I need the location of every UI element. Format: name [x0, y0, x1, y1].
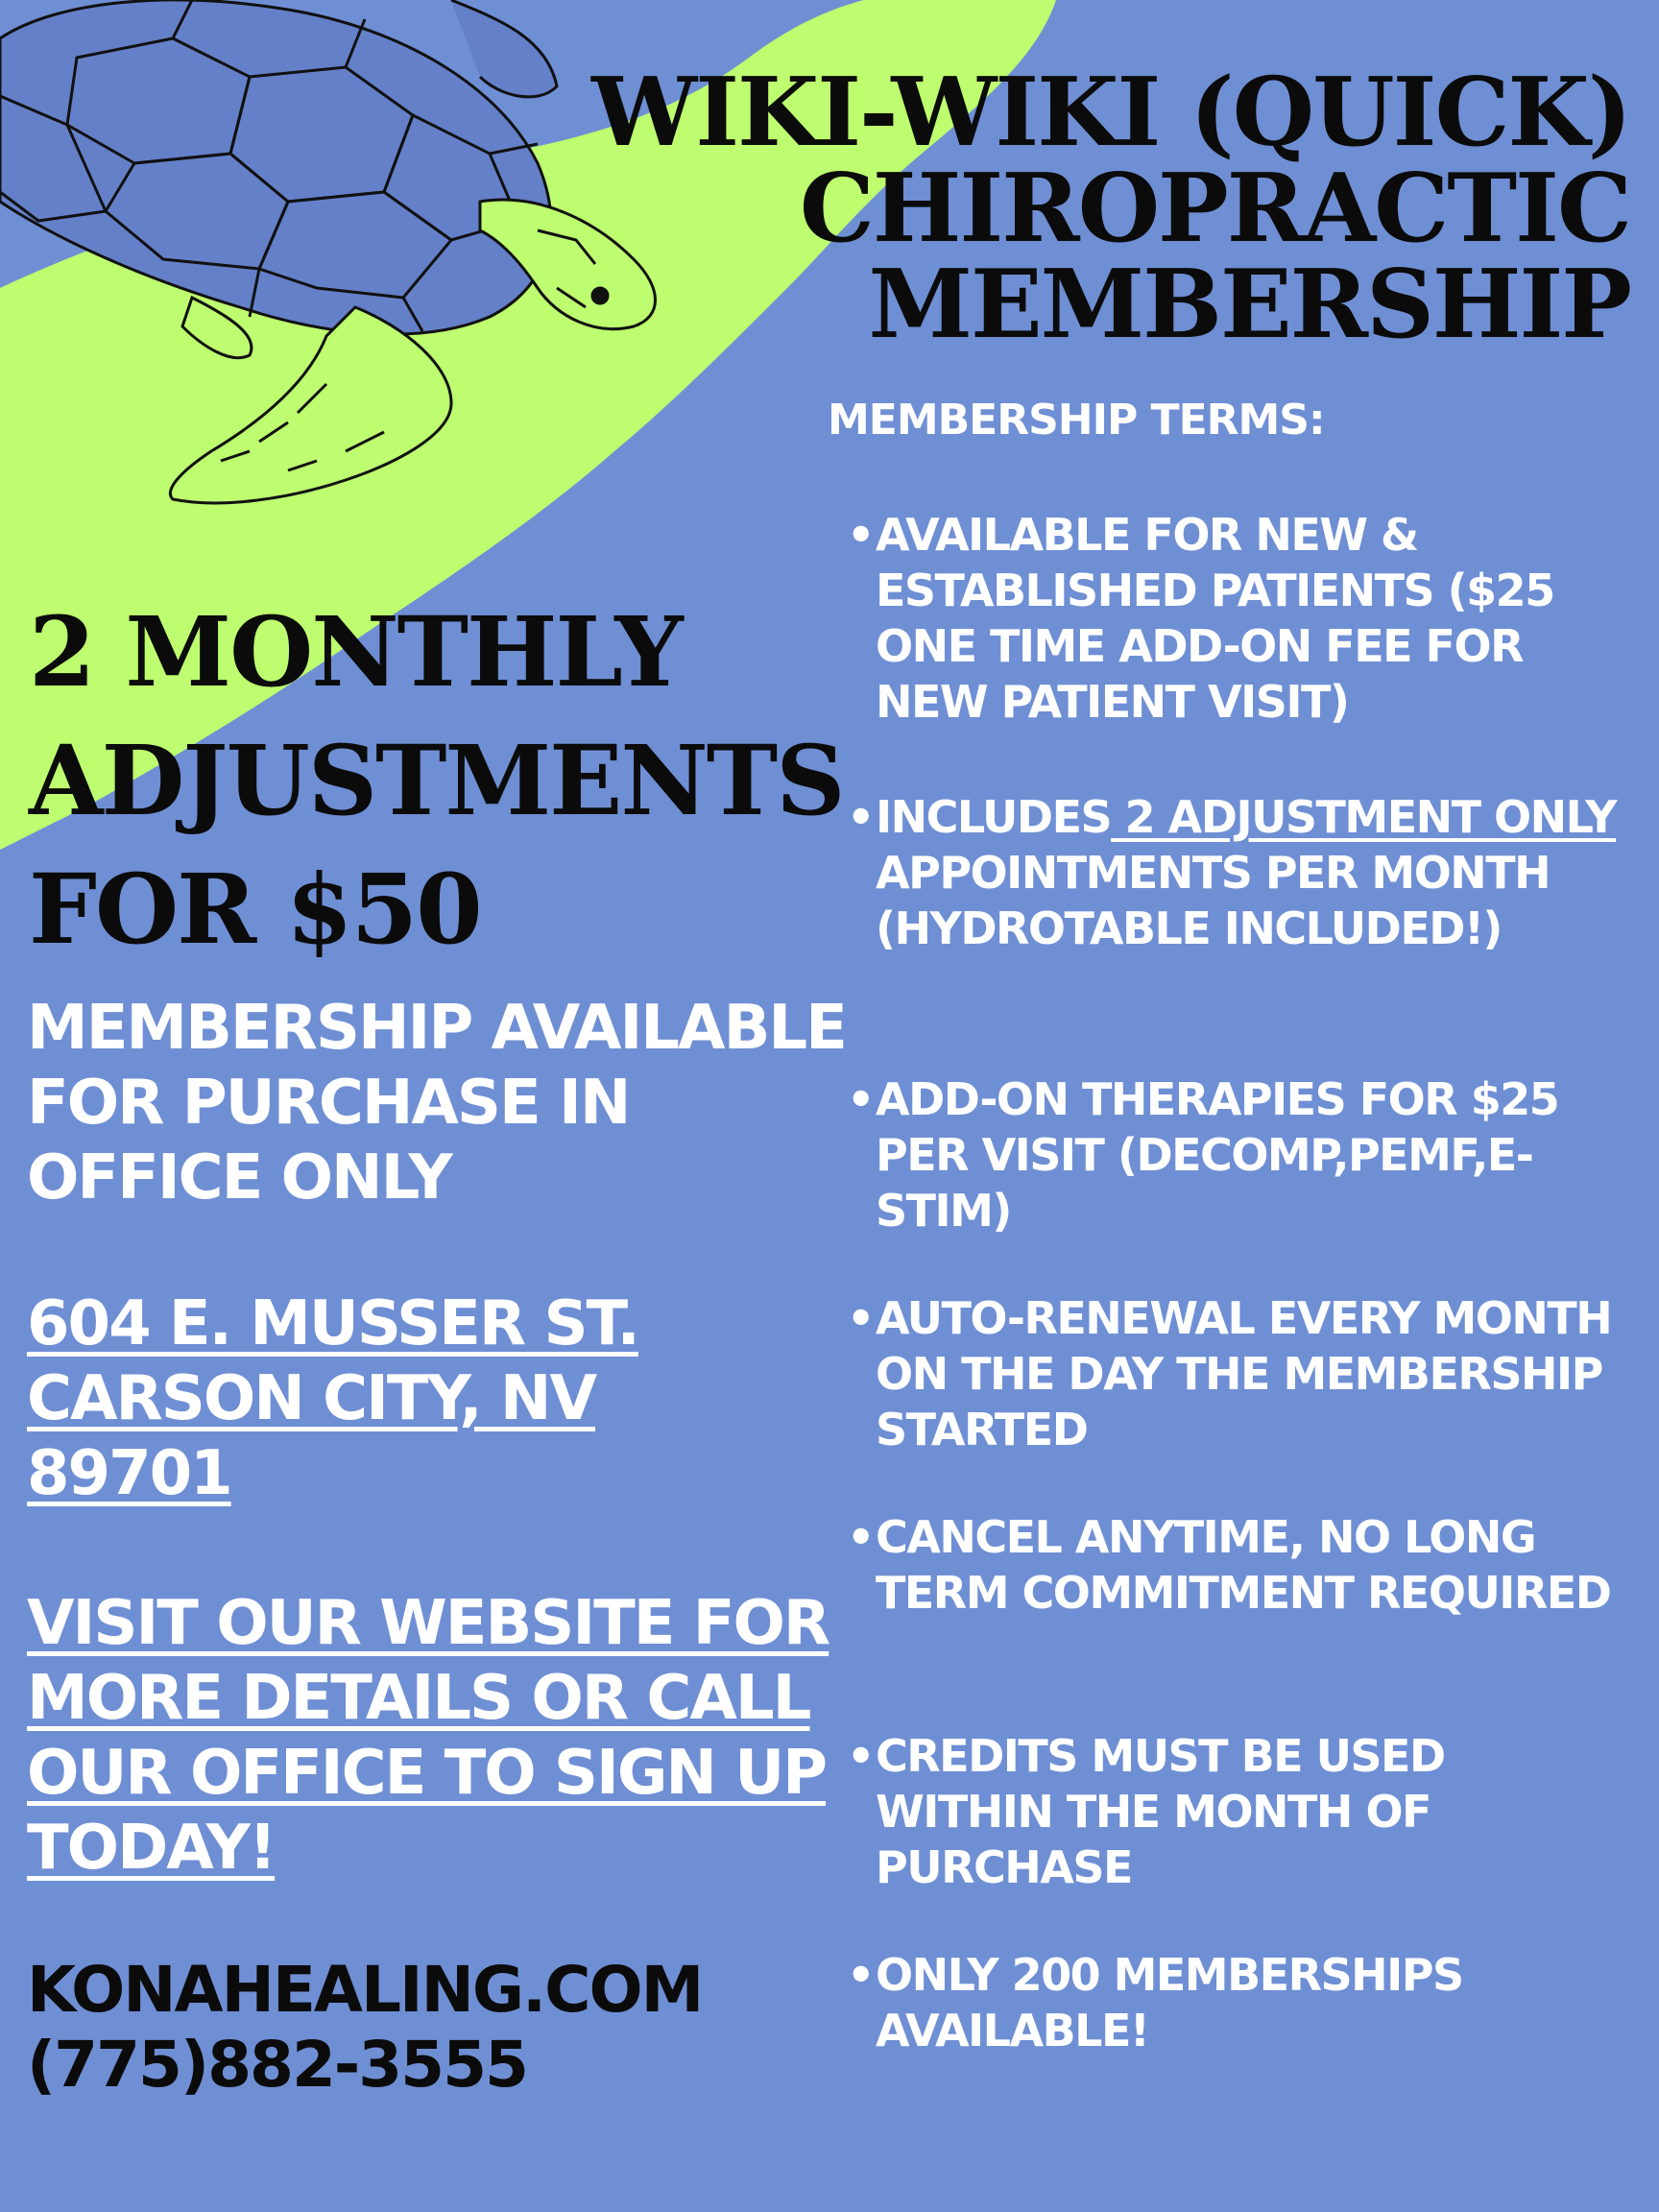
address-line: 89701: [27, 1438, 231, 1509]
website-url: KONAHEALING.COM: [27, 1953, 703, 2027]
title-line: CHIROPRACTIC: [799, 154, 1630, 264]
membership-terms-heading: MEMBERSHIP TERMS:: [828, 396, 1325, 445]
term-text: AVAILABLE FOR NEW & ESTABLISHED PATIENTS ($25 ONE TIME ADD-ON FEE FOR NEW PATIENT VISIT): [876, 509, 1554, 728]
term-text: ADD-ON THERAPIES FOR $25 PER VISIT (DECOMP,PEMF,E-STIM): [876, 1073, 1559, 1237]
term-text: AUTO-RENEWAL EVERY MONTH ON THE DAY THE MEMBERSHIP STARTED: [876, 1292, 1612, 1455]
term-item: [847, 789, 1624, 964]
bullet-icon: •: [847, 791, 874, 843]
title-line: MEMBERSHIP: [868, 250, 1630, 360]
availability-note: [27, 991, 853, 1215]
term-item: [847, 1509, 1624, 1676]
bullet-icon: •: [847, 1949, 874, 2001]
cta-line: OUR OFFICE TO SIGN UP: [27, 1738, 827, 1809]
contact-info: [27, 1953, 853, 2103]
term-item: [847, 1728, 1624, 1895]
term-text: CREDITS MUST BE USED WITHIN THE MONTH OF PURCHASE: [876, 1730, 1445, 1893]
bullet-icon: •: [847, 1292, 874, 1344]
bullet-icon: •: [847, 509, 874, 561]
cta-line: TODAY!: [27, 1813, 276, 1884]
term-text: CANCEL ANYTIME, NO LONG TERM COMMITMENT REQUIRED: [876, 1511, 1611, 1619]
office-address: [27, 1286, 853, 1511]
term-text: APPOINTMENTS PER MONTH (HYDROTABLE INCLUDED!): [876, 847, 1551, 954]
membership-terms-list: [847, 507, 1624, 2058]
offer-line: 2 MONTHLY: [29, 595, 682, 709]
term-item: [847, 1071, 1624, 1238]
term-text-underlined: 2 ADJUSTMENT ONLY: [1111, 791, 1617, 843]
offer-line: FOR $50: [29, 853, 481, 966]
title-line: WIKI-WIKI (QUICK): [591, 58, 1630, 168]
offer-line: ADJUSTMENTS: [29, 724, 844, 837]
cta-line: VISIT OUR WEBSITE FOR: [27, 1588, 830, 1659]
availability-line: MEMBERSHIP AVAILABLE: [27, 993, 846, 1064]
bullet-icon: •: [847, 1511, 874, 1563]
availability-line: OFFICE ONLY: [27, 1142, 451, 1214]
term-item: [847, 1290, 1624, 1457]
term-text: INCLUDES: [876, 791, 1112, 843]
flyer-title: [574, 58, 1630, 360]
address-line: 604 E. MUSSER ST.: [27, 1288, 638, 1359]
term-text: ONLY 200 MEMBERSHIPS AVAILABLE!: [876, 1949, 1463, 2056]
offer-headline: [29, 588, 844, 974]
call-to-action: [27, 1586, 853, 1886]
term-item: [847, 507, 1624, 728]
availability-line: FOR PURCHASE IN: [27, 1068, 630, 1139]
bullet-icon: •: [847, 1073, 874, 1125]
address-line: CARSON CITY, NV: [27, 1363, 595, 1434]
cta-line: MORE DETAILS OR CALL: [27, 1663, 810, 1734]
bullet-icon: •: [847, 1730, 874, 1782]
phone-number: (775)882-3555: [27, 2028, 527, 2102]
term-item: [847, 1947, 1624, 2058]
